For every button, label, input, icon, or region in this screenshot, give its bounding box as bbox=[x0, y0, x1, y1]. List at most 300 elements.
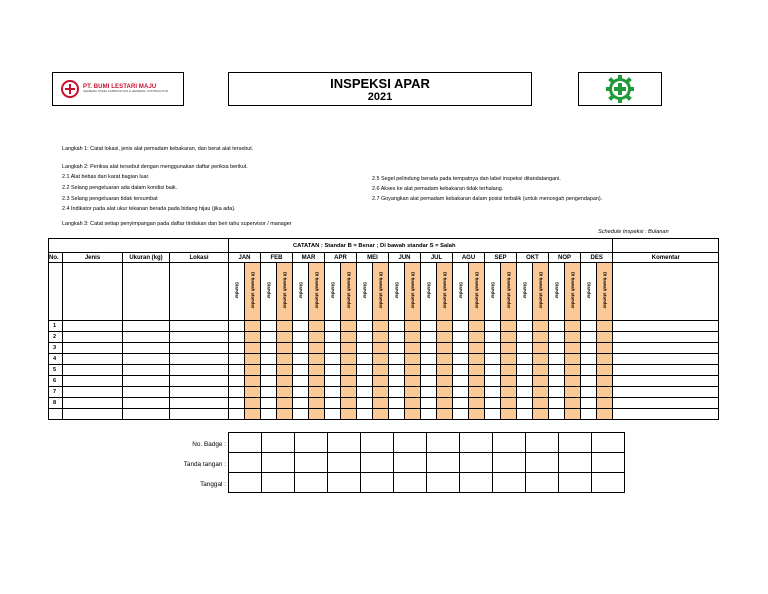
dibawah-check-cell[interactable] bbox=[597, 343, 613, 354]
signature-month-cell[interactable] bbox=[427, 453, 460, 473]
input-cell[interactable] bbox=[170, 321, 229, 332]
dibawah-check-cell[interactable] bbox=[469, 365, 485, 376]
standar-check-cell[interactable] bbox=[357, 365, 373, 376]
dibawah-check-cell[interactable] bbox=[469, 387, 485, 398]
input-cell[interactable] bbox=[123, 332, 170, 343]
dibawah-check-cell[interactable] bbox=[277, 398, 293, 409]
input-cell[interactable] bbox=[170, 398, 229, 409]
standar-check-cell[interactable] bbox=[517, 398, 533, 409]
dibawah-check-cell[interactable] bbox=[309, 332, 325, 343]
standar-check-cell[interactable] bbox=[549, 387, 565, 398]
blank-cell bbox=[613, 263, 719, 321]
standar-check-cell[interactable] bbox=[581, 387, 597, 398]
input-cell[interactable] bbox=[123, 321, 170, 332]
input-cell[interactable] bbox=[170, 387, 229, 398]
standar-check-cell[interactable] bbox=[549, 409, 565, 420]
dibawah-check-cell[interactable] bbox=[277, 343, 293, 354]
standar-check-cell[interactable] bbox=[293, 343, 309, 354]
dibawah-check-cell[interactable] bbox=[437, 409, 453, 420]
signature-month-cell[interactable] bbox=[592, 433, 625, 453]
dibawah-check-cell[interactable] bbox=[437, 365, 453, 376]
signature-month-cell[interactable] bbox=[328, 473, 361, 493]
standar-check-cell[interactable] bbox=[453, 321, 469, 332]
standar-check-cell[interactable] bbox=[325, 387, 341, 398]
standar-check-cell[interactable] bbox=[453, 343, 469, 354]
dibawah-check-cell[interactable] bbox=[533, 387, 549, 398]
standar-check-cell[interactable] bbox=[421, 398, 437, 409]
dibawah-check-cell[interactable] bbox=[597, 332, 613, 343]
dibawah-check-cell[interactable] bbox=[341, 321, 357, 332]
dibawah-check-cell[interactable] bbox=[405, 365, 421, 376]
standar-check-cell[interactable] bbox=[293, 365, 309, 376]
komentar-cell[interactable] bbox=[613, 376, 719, 387]
dibawah-check-cell[interactable] bbox=[597, 398, 613, 409]
komentar-cell[interactable] bbox=[613, 387, 719, 398]
standar-check-cell[interactable] bbox=[229, 398, 245, 409]
dibawah-check-cell[interactable] bbox=[309, 409, 325, 420]
dibawah-check-cell[interactable] bbox=[309, 354, 325, 365]
dibawah-check-cell[interactable] bbox=[309, 343, 325, 354]
standar-check-cell[interactable] bbox=[229, 387, 245, 398]
standar-check-cell[interactable] bbox=[485, 376, 501, 387]
dibawah-check-cell[interactable] bbox=[565, 409, 581, 420]
sub-dibawah-cell bbox=[501, 263, 517, 321]
standar-check-cell[interactable] bbox=[421, 409, 437, 420]
dibawah-check-cell[interactable] bbox=[501, 409, 517, 420]
standar-check-cell[interactable] bbox=[293, 376, 309, 387]
standar-check-cell[interactable] bbox=[549, 365, 565, 376]
input-cell[interactable] bbox=[123, 365, 170, 376]
komentar-cell[interactable] bbox=[613, 398, 719, 409]
standar-check-cell[interactable] bbox=[453, 354, 469, 365]
standar-check-cell[interactable] bbox=[485, 365, 501, 376]
standar-check-cell[interactable] bbox=[421, 354, 437, 365]
standar-check-cell[interactable] bbox=[581, 343, 597, 354]
dibawah-check-cell[interactable] bbox=[309, 365, 325, 376]
input-cell[interactable] bbox=[63, 409, 123, 420]
standar-check-cell[interactable] bbox=[229, 332, 245, 343]
dibawah-check-cell[interactable] bbox=[469, 376, 485, 387]
standar-check-cell[interactable] bbox=[581, 409, 597, 420]
standar-check-cell[interactable] bbox=[261, 365, 277, 376]
standar-check-cell[interactable] bbox=[453, 387, 469, 398]
dibawah-check-cell[interactable] bbox=[277, 354, 293, 365]
dibawah-check-cell[interactable] bbox=[597, 365, 613, 376]
komentar-cell[interactable] bbox=[613, 332, 719, 343]
standar-check-cell[interactable] bbox=[325, 321, 341, 332]
signature-month-cell[interactable] bbox=[559, 473, 592, 493]
dibawah-check-cell[interactable] bbox=[437, 354, 453, 365]
dibawah-check-cell[interactable] bbox=[405, 387, 421, 398]
dibawah-check-cell[interactable] bbox=[373, 387, 389, 398]
sub-dibawah-cell bbox=[469, 263, 485, 321]
standar-check-cell[interactable] bbox=[517, 321, 533, 332]
dibawah-check-cell[interactable] bbox=[501, 332, 517, 343]
dibawah-check-cell[interactable] bbox=[469, 409, 485, 420]
dibawah-check-cell[interactable] bbox=[341, 387, 357, 398]
dibawah-check-cell[interactable] bbox=[501, 387, 517, 398]
signature-month-cell[interactable] bbox=[592, 473, 625, 493]
input-cell[interactable] bbox=[123, 398, 170, 409]
signature-month-cell[interactable] bbox=[328, 453, 361, 473]
standar-check-cell[interactable] bbox=[581, 376, 597, 387]
dibawah-check-cell[interactable] bbox=[309, 398, 325, 409]
standar-check-cell[interactable] bbox=[229, 365, 245, 376]
signature-month-cell[interactable] bbox=[493, 433, 526, 453]
dibawah-check-cell[interactable] bbox=[437, 321, 453, 332]
signature-month-cell[interactable] bbox=[559, 433, 592, 453]
standar-check-cell[interactable] bbox=[517, 343, 533, 354]
standar-check-cell[interactable] bbox=[517, 387, 533, 398]
input-cell[interactable] bbox=[63, 398, 123, 409]
standar-check-cell[interactable] bbox=[453, 398, 469, 409]
standar-check-cell[interactable] bbox=[357, 332, 373, 343]
standar-check-cell[interactable] bbox=[517, 376, 533, 387]
input-cell[interactable] bbox=[170, 343, 229, 354]
standar-check-cell[interactable] bbox=[229, 343, 245, 354]
standar-check-cell[interactable] bbox=[357, 387, 373, 398]
dibawah-check-cell[interactable] bbox=[565, 365, 581, 376]
standar-check-cell[interactable] bbox=[421, 343, 437, 354]
standar-check-cell[interactable] bbox=[261, 354, 277, 365]
standar-check-cell[interactable] bbox=[357, 343, 373, 354]
dibawah-check-cell[interactable] bbox=[501, 398, 517, 409]
dibawah-check-cell[interactable] bbox=[533, 398, 549, 409]
dibawah-check-cell[interactable] bbox=[597, 376, 613, 387]
standar-check-cell[interactable] bbox=[581, 365, 597, 376]
standar-check-cell[interactable] bbox=[549, 354, 565, 365]
dibawah-check-cell[interactable] bbox=[245, 332, 261, 343]
standar-check-cell[interactable] bbox=[229, 376, 245, 387]
input-cell[interactable] bbox=[123, 343, 170, 354]
standar-check-cell[interactable] bbox=[261, 343, 277, 354]
standar-check-cell[interactable] bbox=[325, 398, 341, 409]
dibawah-check-cell[interactable] bbox=[437, 398, 453, 409]
standar-check-cell[interactable] bbox=[389, 409, 405, 420]
dibawah-check-cell[interactable] bbox=[437, 387, 453, 398]
komentar-cell[interactable] bbox=[613, 365, 719, 376]
dibawah-check-cell[interactable] bbox=[277, 409, 293, 420]
signature-month-cell[interactable] bbox=[526, 453, 559, 473]
signature-month-cell[interactable] bbox=[526, 433, 559, 453]
signature-month-cell[interactable] bbox=[394, 433, 427, 453]
dibawah-check-cell[interactable] bbox=[437, 343, 453, 354]
standar-check-cell[interactable] bbox=[517, 409, 533, 420]
standar-check-cell[interactable] bbox=[325, 354, 341, 365]
dibawah-check-cell[interactable] bbox=[341, 409, 357, 420]
dibawah-check-cell[interactable] bbox=[533, 354, 549, 365]
standar-check-cell[interactable] bbox=[389, 398, 405, 409]
standar-check-cell[interactable] bbox=[293, 409, 309, 420]
standar-check-cell[interactable] bbox=[229, 321, 245, 332]
input-cell[interactable] bbox=[170, 376, 229, 387]
input-cell[interactable] bbox=[63, 365, 123, 376]
input-cell[interactable] bbox=[170, 354, 229, 365]
dibawah-check-cell[interactable] bbox=[533, 343, 549, 354]
dibawah-check-cell[interactable] bbox=[341, 343, 357, 354]
standar-check-cell[interactable] bbox=[325, 332, 341, 343]
standar-check-cell[interactable] bbox=[421, 387, 437, 398]
signature-month-cell[interactable] bbox=[394, 473, 427, 493]
table-row bbox=[49, 387, 719, 398]
input-cell[interactable] bbox=[63, 343, 123, 354]
standar-check-cell[interactable] bbox=[517, 354, 533, 365]
dibawah-check-cell[interactable] bbox=[565, 332, 581, 343]
dibawah-check-cell[interactable] bbox=[373, 332, 389, 343]
sub-standar-cell bbox=[485, 263, 501, 321]
dibawah-check-cell[interactable] bbox=[501, 376, 517, 387]
dibawah-check-cell[interactable] bbox=[533, 376, 549, 387]
dibawah-check-cell[interactable] bbox=[405, 332, 421, 343]
input-cell[interactable] bbox=[170, 365, 229, 376]
signature-month-cell[interactable] bbox=[427, 433, 460, 453]
dibawah-check-cell[interactable] bbox=[469, 321, 485, 332]
standar-check-cell[interactable] bbox=[293, 387, 309, 398]
standar-check-cell[interactable] bbox=[357, 409, 373, 420]
standar-check-cell[interactable] bbox=[485, 398, 501, 409]
standar-check-cell[interactable] bbox=[389, 365, 405, 376]
dibawah-check-cell[interactable] bbox=[309, 376, 325, 387]
standar-check-cell[interactable] bbox=[581, 321, 597, 332]
standar-check-cell[interactable] bbox=[261, 332, 277, 343]
komentar-cell[interactable] bbox=[613, 321, 719, 332]
input-cell[interactable] bbox=[63, 332, 123, 343]
dibawah-check-cell[interactable] bbox=[341, 332, 357, 343]
signature-month-cell[interactable] bbox=[493, 473, 526, 493]
input-cell[interactable] bbox=[123, 409, 170, 420]
signature-month-cell[interactable] bbox=[394, 453, 427, 473]
dibawah-check-cell[interactable] bbox=[533, 321, 549, 332]
dibawah-check-cell[interactable] bbox=[277, 376, 293, 387]
signature-month-cell[interactable] bbox=[229, 473, 262, 493]
signature-month-cell[interactable] bbox=[262, 453, 295, 473]
dibawah-check-cell[interactable] bbox=[245, 376, 261, 387]
dibawah-check-cell[interactable] bbox=[501, 321, 517, 332]
standar-check-cell[interactable] bbox=[325, 409, 341, 420]
input-cell[interactable] bbox=[63, 376, 123, 387]
sub-standar-cell bbox=[261, 263, 277, 321]
dibawah-check-cell[interactable] bbox=[341, 365, 357, 376]
standar-check-cell[interactable] bbox=[517, 365, 533, 376]
standar-check-cell[interactable] bbox=[261, 321, 277, 332]
dibawah-check-cell[interactable] bbox=[373, 365, 389, 376]
dibawah-check-cell[interactable] bbox=[437, 376, 453, 387]
standar-check-cell[interactable] bbox=[357, 354, 373, 365]
dibawah-check-cell[interactable] bbox=[533, 409, 549, 420]
standar-check-cell[interactable] bbox=[581, 332, 597, 343]
dibawah-check-cell[interactable] bbox=[245, 343, 261, 354]
dibawah-check-cell[interactable] bbox=[277, 387, 293, 398]
table-row bbox=[49, 343, 719, 354]
dibawah-check-cell[interactable] bbox=[437, 332, 453, 343]
dibawah-check-cell[interactable] bbox=[469, 332, 485, 343]
dibawah-check-cell[interactable] bbox=[501, 354, 517, 365]
standar-check-cell[interactable] bbox=[485, 409, 501, 420]
signature-month-cell[interactable] bbox=[229, 433, 262, 453]
komentar-cell[interactable] bbox=[613, 354, 719, 365]
signature-month-cell[interactable] bbox=[262, 473, 295, 493]
standar-check-cell[interactable] bbox=[389, 354, 405, 365]
standar-check-cell[interactable] bbox=[549, 376, 565, 387]
dibawah-check-cell[interactable] bbox=[597, 409, 613, 420]
standar-check-cell[interactable] bbox=[229, 409, 245, 420]
dibawah-check-cell[interactable] bbox=[469, 354, 485, 365]
dibawah-check-cell[interactable] bbox=[245, 387, 261, 398]
dibawah-check-cell[interactable] bbox=[533, 332, 549, 343]
standar-check-cell[interactable] bbox=[485, 387, 501, 398]
dibawah-check-cell[interactable] bbox=[469, 398, 485, 409]
input-cell[interactable] bbox=[123, 387, 170, 398]
input-cell[interactable] bbox=[170, 332, 229, 343]
standar-check-cell[interactable] bbox=[485, 321, 501, 332]
komentar-cell[interactable] bbox=[613, 343, 719, 354]
dibawah-check-cell[interactable] bbox=[597, 321, 613, 332]
standar-check-cell[interactable] bbox=[261, 387, 277, 398]
standar-check-cell[interactable] bbox=[581, 398, 597, 409]
standar-check-cell[interactable] bbox=[549, 398, 565, 409]
standar-check-cell[interactable] bbox=[421, 365, 437, 376]
standar-check-cell[interactable] bbox=[293, 398, 309, 409]
dibawah-check-cell[interactable] bbox=[565, 376, 581, 387]
dibawah-check-cell[interactable] bbox=[565, 387, 581, 398]
dibawah-check-cell[interactable] bbox=[565, 343, 581, 354]
dibawah-check-cell[interactable] bbox=[501, 343, 517, 354]
standar-check-cell[interactable] bbox=[357, 398, 373, 409]
standar-check-cell[interactable] bbox=[389, 376, 405, 387]
standar-check-cell[interactable] bbox=[261, 376, 277, 387]
standar-check-cell[interactable] bbox=[389, 387, 405, 398]
standar-check-cell[interactable] bbox=[421, 376, 437, 387]
dibawah-check-cell[interactable] bbox=[405, 354, 421, 365]
dibawah-check-cell[interactable] bbox=[565, 321, 581, 332]
dibawah-check-cell[interactable] bbox=[309, 387, 325, 398]
standar-check-cell[interactable] bbox=[485, 332, 501, 343]
standar-check-cell[interactable] bbox=[421, 321, 437, 332]
standar-check-cell[interactable] bbox=[517, 332, 533, 343]
standar-check-cell[interactable] bbox=[325, 343, 341, 354]
standar-check-cell[interactable] bbox=[421, 332, 437, 343]
dibawah-check-cell[interactable] bbox=[341, 354, 357, 365]
dibawah-check-cell[interactable] bbox=[373, 409, 389, 420]
signature-month-cell[interactable] bbox=[361, 473, 394, 493]
signature-month-cell[interactable] bbox=[295, 473, 328, 493]
standar-check-cell[interactable] bbox=[389, 321, 405, 332]
dibawah-check-cell[interactable] bbox=[245, 321, 261, 332]
signature-month-cell[interactable] bbox=[229, 453, 262, 473]
standar-check-cell[interactable] bbox=[453, 376, 469, 387]
signature-month-cell[interactable] bbox=[493, 453, 526, 473]
dibawah-check-cell[interactable] bbox=[341, 376, 357, 387]
dibawah-check-cell[interactable] bbox=[405, 409, 421, 420]
standar-check-cell[interactable] bbox=[549, 332, 565, 343]
sub-standar-label: Standar bbox=[586, 282, 592, 299]
dibawah-check-cell[interactable] bbox=[245, 398, 261, 409]
standar-check-cell[interactable] bbox=[357, 321, 373, 332]
standar-check-cell[interactable] bbox=[325, 376, 341, 387]
dibawah-check-cell[interactable] bbox=[501, 365, 517, 376]
dibawah-check-cell[interactable] bbox=[277, 365, 293, 376]
standar-check-cell[interactable] bbox=[485, 343, 501, 354]
dibawah-check-cell[interactable] bbox=[405, 398, 421, 409]
signature-month-cell[interactable] bbox=[361, 433, 394, 453]
dibawah-check-cell[interactable] bbox=[373, 354, 389, 365]
signature-month-cell[interactable] bbox=[295, 433, 328, 453]
standar-check-cell[interactable] bbox=[549, 321, 565, 332]
standar-check-cell[interactable] bbox=[261, 409, 277, 420]
sub-dibawah-cell bbox=[533, 263, 549, 321]
komentar-cell[interactable] bbox=[613, 409, 719, 420]
dibawah-check-cell[interactable] bbox=[245, 354, 261, 365]
signature-month-cell[interactable] bbox=[295, 453, 328, 473]
dibawah-check-cell[interactable] bbox=[565, 398, 581, 409]
standar-check-cell[interactable] bbox=[389, 332, 405, 343]
dibawah-check-cell[interactable] bbox=[373, 398, 389, 409]
standar-check-cell[interactable] bbox=[261, 398, 277, 409]
standar-check-cell[interactable] bbox=[325, 365, 341, 376]
signature-month-cell[interactable] bbox=[460, 473, 493, 493]
dibawah-check-cell[interactable] bbox=[309, 321, 325, 332]
dibawah-check-cell[interactable] bbox=[373, 321, 389, 332]
dibawah-check-cell[interactable] bbox=[405, 343, 421, 354]
input-cell[interactable] bbox=[63, 354, 123, 365]
dibawah-check-cell[interactable] bbox=[277, 321, 293, 332]
signature-month-cell[interactable] bbox=[592, 453, 625, 473]
standar-check-cell[interactable] bbox=[229, 354, 245, 365]
standar-check-cell[interactable] bbox=[581, 354, 597, 365]
dibawah-check-cell[interactable] bbox=[341, 398, 357, 409]
dibawah-check-cell[interactable] bbox=[277, 332, 293, 343]
standar-check-cell[interactable] bbox=[357, 376, 373, 387]
standar-check-cell[interactable] bbox=[389, 343, 405, 354]
dibawah-check-cell[interactable] bbox=[373, 343, 389, 354]
dibawah-check-cell[interactable] bbox=[405, 376, 421, 387]
dibawah-check-cell[interactable] bbox=[597, 354, 613, 365]
signature-month-cell[interactable] bbox=[427, 473, 460, 493]
input-cell[interactable] bbox=[123, 354, 170, 365]
input-cell[interactable] bbox=[123, 376, 170, 387]
instruction-item: 2.7 Goyangkan alat pemadam kebakaran dalam posisi terbalik (untuk mencegah pengendapan). bbox=[372, 196, 603, 202]
input-cell[interactable] bbox=[63, 387, 123, 398]
signature-month-cell[interactable] bbox=[460, 453, 493, 473]
standar-check-cell[interactable] bbox=[453, 365, 469, 376]
dibawah-check-cell[interactable] bbox=[245, 365, 261, 376]
dibawah-check-cell[interactable] bbox=[597, 387, 613, 398]
signature-month-cell[interactable] bbox=[328, 433, 361, 453]
signature-month-cell[interactable] bbox=[460, 433, 493, 453]
dibawah-check-cell[interactable] bbox=[373, 376, 389, 387]
sub-dibawah-cell bbox=[341, 263, 357, 321]
dibawah-check-cell[interactable] bbox=[245, 409, 261, 420]
standar-check-cell[interactable] bbox=[293, 332, 309, 343]
dibawah-check-cell[interactable] bbox=[565, 354, 581, 365]
dibawah-check-cell[interactable] bbox=[405, 321, 421, 332]
signature-month-cell[interactable] bbox=[526, 473, 559, 493]
signature-label: Tanda tangan : bbox=[183, 461, 226, 468]
standar-check-cell[interactable] bbox=[293, 354, 309, 365]
standar-check-cell[interactable] bbox=[453, 409, 469, 420]
standar-check-cell[interactable] bbox=[453, 332, 469, 343]
standar-check-cell[interactable] bbox=[549, 343, 565, 354]
standar-check-cell[interactable] bbox=[485, 354, 501, 365]
input-cell[interactable] bbox=[170, 409, 229, 420]
signature-month-cell[interactable] bbox=[262, 433, 295, 453]
dibawah-check-cell[interactable] bbox=[533, 365, 549, 376]
input-cell[interactable] bbox=[63, 321, 123, 332]
signature-month-cell[interactable] bbox=[361, 453, 394, 473]
signature-month-cell[interactable] bbox=[559, 453, 592, 473]
standar-check-cell[interactable] bbox=[293, 321, 309, 332]
dibawah-check-cell[interactable] bbox=[469, 343, 485, 354]
